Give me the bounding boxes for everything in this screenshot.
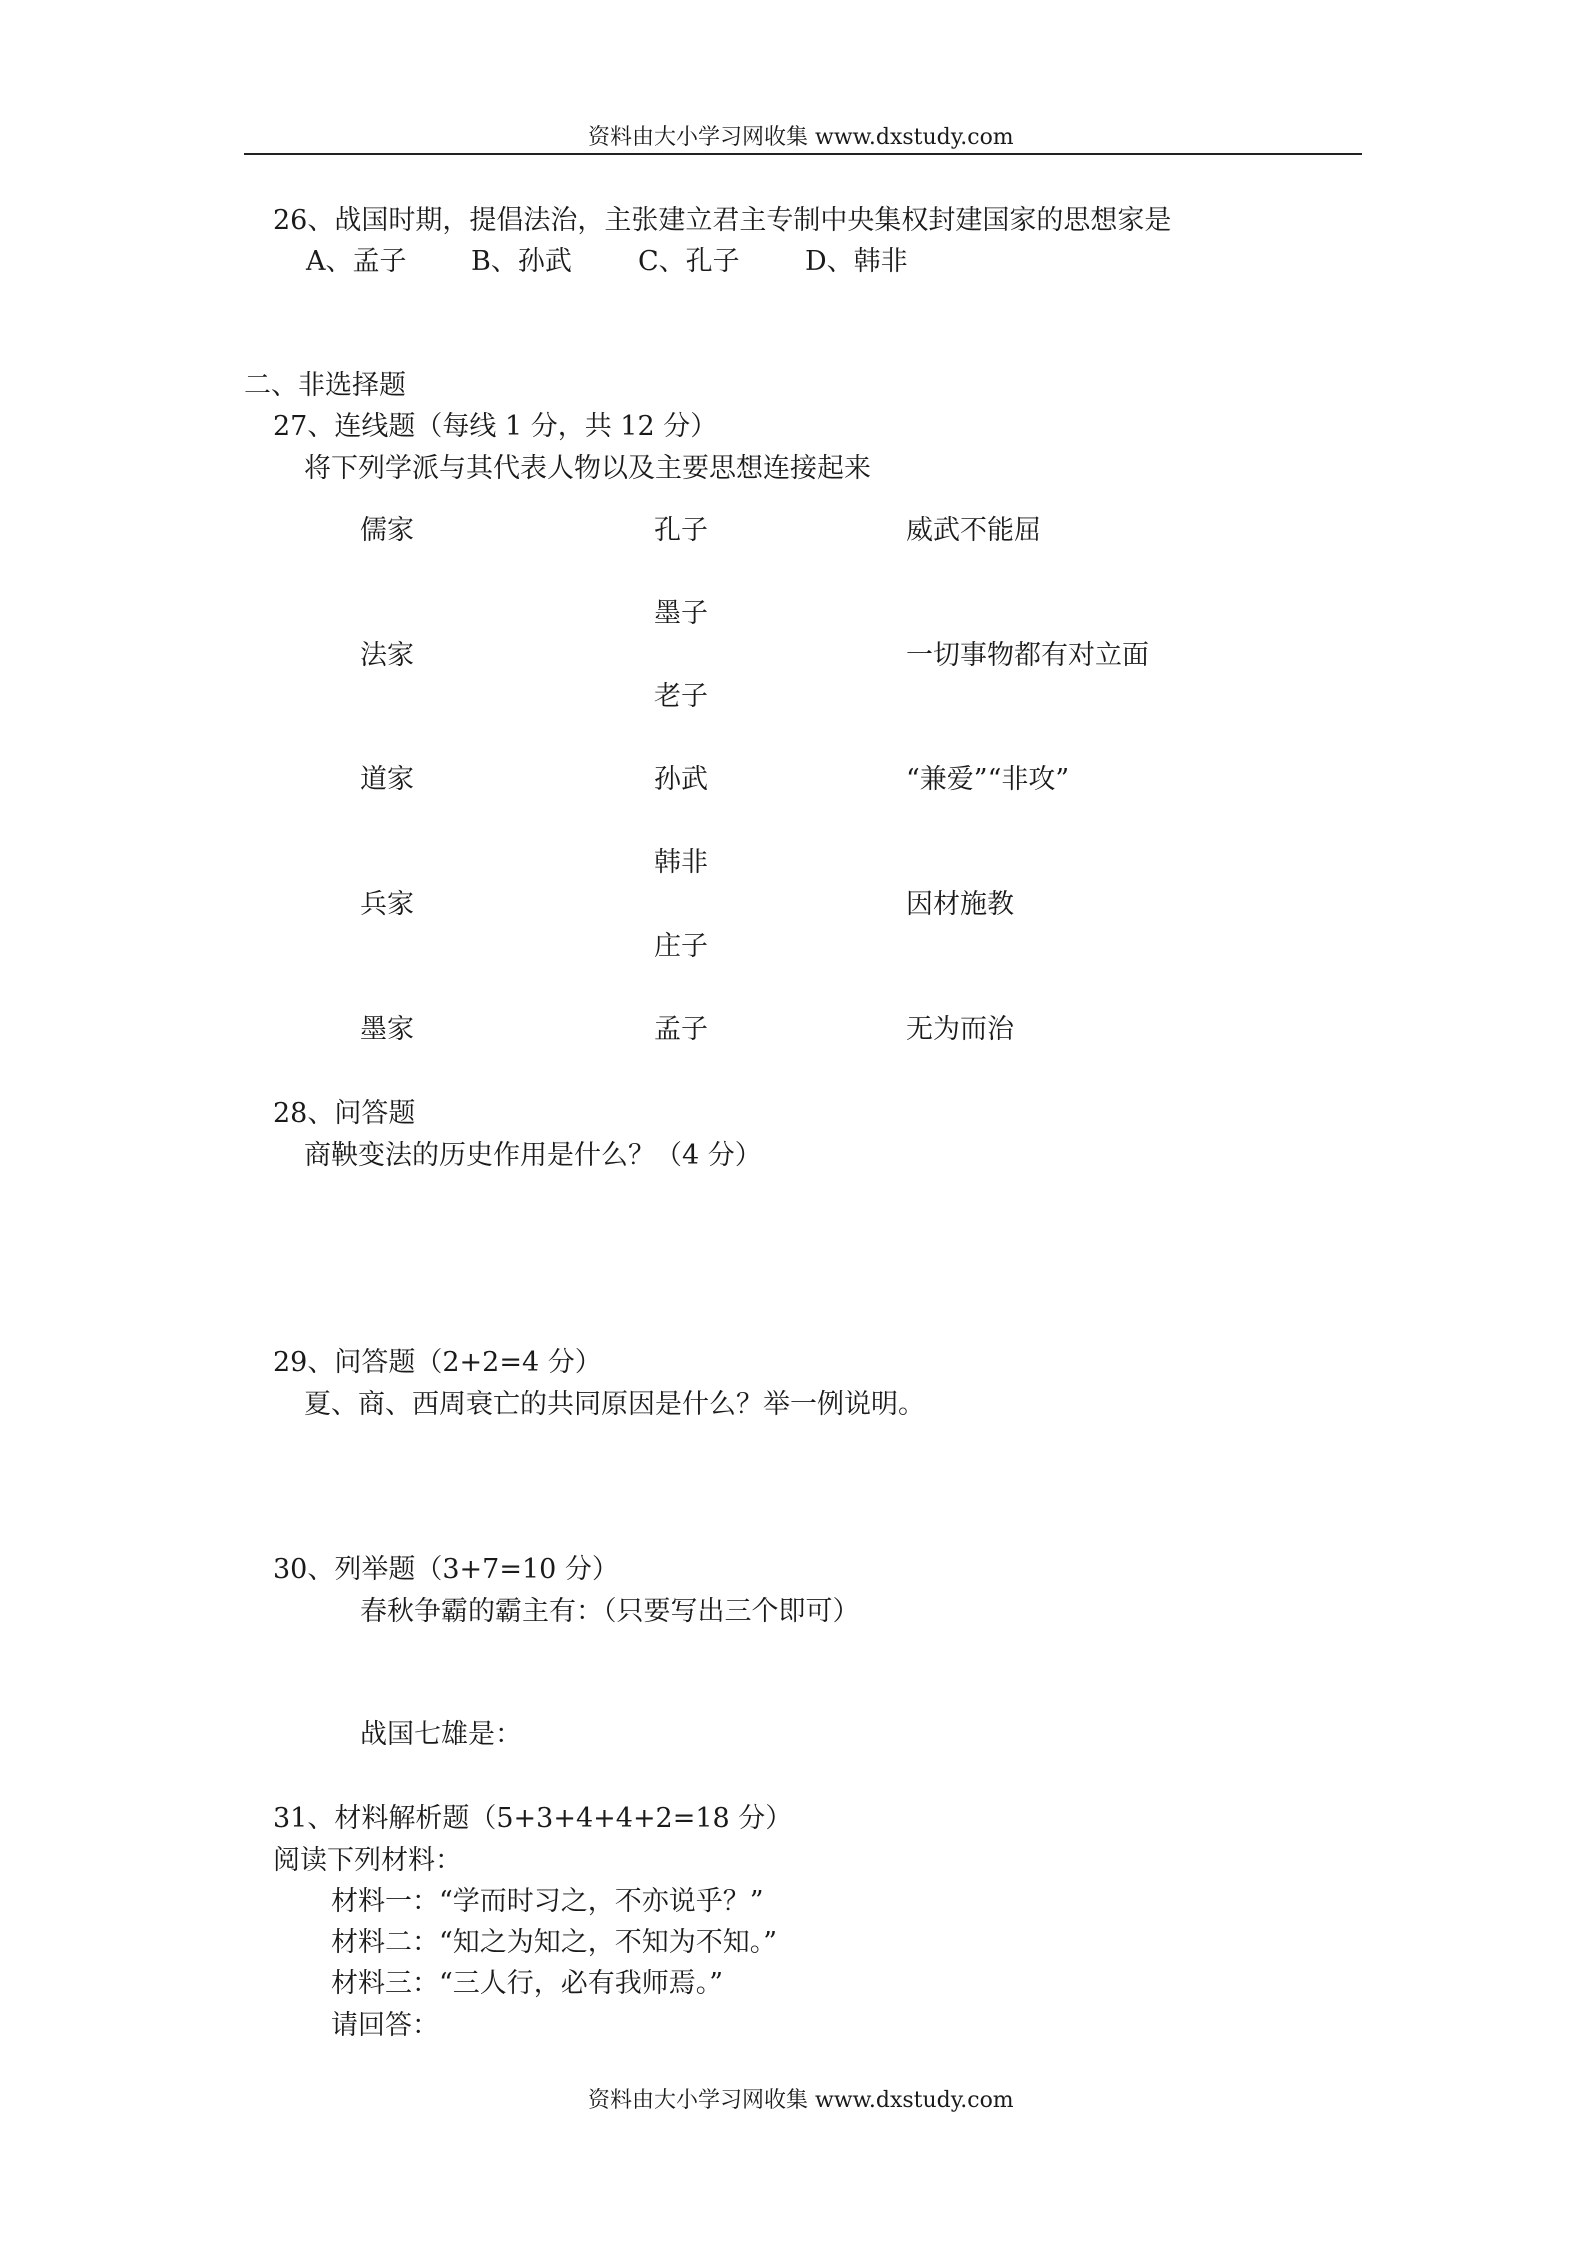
q28-title: 28、问答题 — [273, 1098, 416, 1129]
q30-item-1: 春秋争霸的霸主有：（只要写出三个即可） — [360, 1596, 860, 1627]
q31-intro: 阅读下列材料： — [273, 1845, 462, 1876]
section-title: 二、非选择题 — [244, 370, 406, 401]
school-item: 法家 — [360, 640, 414, 671]
q27-title: 27、连线题（每线 1 分，共 12 分） — [273, 411, 718, 442]
q26-option-a: A、孟子 — [306, 246, 407, 277]
person-item: 老子 — [654, 681, 708, 712]
q28-question: 商鞅变法的历史作用是什么？（4 分） — [304, 1140, 762, 1171]
school-item: 兵家 — [360, 889, 414, 920]
idea-item: 无为而治 — [906, 1014, 1014, 1045]
person-item: 庄子 — [654, 931, 708, 962]
page-header: 资料由大小学习网收集 www.dxstudy.com — [588, 125, 1014, 150]
idea-item: 因材施教 — [906, 889, 1014, 920]
q26-option-d: D、韩非 — [805, 246, 908, 277]
page-footer: 资料由大小学习网收集 www.dxstudy.com — [588, 2088, 1014, 2113]
q30-item-2: 战国七雄是： — [360, 1719, 522, 1750]
q29-title: 29、问答题（2+2=4 分） — [273, 1347, 602, 1378]
q26-option-c: C、孔子 — [638, 246, 740, 277]
header-rule — [244, 153, 1362, 155]
person-item: 孟子 — [654, 1014, 708, 1045]
q29-question: 夏、商、西周衰亡的共同原因是什么？举一例说明。 — [304, 1389, 925, 1420]
q26-stem: 26、战国时期，提倡法治，主张建立君主专制中央集权封建国家的思想家是 — [273, 205, 1172, 236]
q31-title: 31、材料解析题（5+3+4+4+2=18 分） — [273, 1803, 793, 1834]
person-item: 墨子 — [654, 598, 708, 629]
person-item: 孔子 — [654, 515, 708, 546]
q31-material: 材料一：“学而时习之，不亦说乎？” — [331, 1886, 764, 1917]
q31-material: 材料二：“知之为知之，不知为不知。” — [331, 1927, 778, 1958]
q31-prompt: 请回答： — [331, 2010, 439, 2041]
q27-instruction: 将下列学派与其代表人物以及主要思想连接起来 — [304, 453, 871, 484]
q26-option-b: B、孙武 — [471, 246, 572, 277]
school-item: 儒家 — [360, 515, 414, 546]
school-item: 道家 — [360, 764, 414, 795]
idea-item: “兼爱”“非攻” — [906, 764, 1070, 795]
idea-item: 威武不能屈 — [906, 515, 1041, 546]
person-item: 孙武 — [654, 764, 708, 795]
school-item: 墨家 — [360, 1014, 414, 1045]
q31-material: 材料三：“三人行，必有我师焉。” — [331, 1968, 724, 1999]
q30-title: 30、列举题（3+7=10 分） — [273, 1554, 619, 1585]
idea-item: 一切事物都有对立面 — [906, 640, 1149, 671]
person-item: 韩非 — [654, 847, 708, 878]
